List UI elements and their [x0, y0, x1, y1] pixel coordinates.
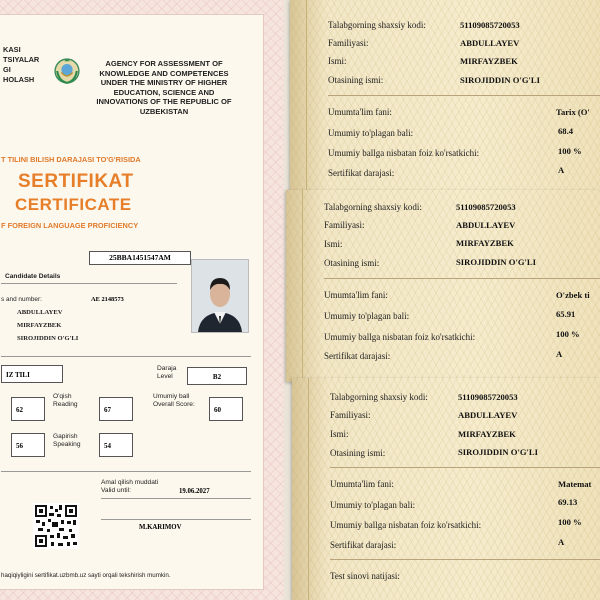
transcript-card-1 [290, 0, 600, 192]
surname-value: ABDULLAYEV [460, 38, 520, 48]
divider [328, 95, 600, 96]
surname-label: Familiyasi: [324, 220, 365, 230]
speaking-score-box: 54 [99, 433, 133, 457]
surname-value: ABDULLAYEV [456, 220, 516, 230]
test-results-label: Test sinovi natijasi: [330, 571, 400, 581]
language-field: IZ TILI [1, 365, 63, 383]
agency-name-uz [3, 45, 39, 85]
divider [324, 278, 600, 279]
certificate-document [0, 0, 284, 600]
validity-date: 19.06.2027 [179, 488, 210, 495]
level-label-uz: Daraja [157, 365, 177, 372]
certificate-level-value: A [558, 165, 565, 175]
candidate-surname: ABDULLAYEV [17, 309, 63, 316]
subject-value: Tarix (O' [556, 107, 590, 117]
total-score-label: Umumiy to'plagan bali: [328, 128, 414, 138]
overall-label-en: Overall Score: [153, 401, 195, 408]
agency-en-line: KNOWLEDGE AND COMPETENCES [99, 68, 229, 78]
reading-label [53, 393, 78, 409]
signer-name: M.KARIMOV [139, 524, 182, 531]
father-name-value: SIROJIDDIN O'G'LI [456, 257, 536, 267]
father-name-label: Otasining ismi: [330, 448, 386, 458]
divider [330, 559, 600, 560]
validity-label-en: Valid until: [101, 487, 131, 494]
certificate-level-value: A [558, 537, 565, 547]
agency-uz-line: HOLASH [3, 75, 35, 84]
subject-value: O'zbek ti [556, 290, 590, 300]
divider [1, 356, 251, 357]
agency-en-line: UZBEKISTAN [139, 106, 189, 116]
father-name-label: Otasining ismi: [324, 258, 380, 268]
total-score-value: 69.13 [558, 497, 578, 507]
certificate-level-label: Sertifikat darajasi: [328, 168, 395, 178]
passport-label: s and number: [1, 296, 42, 303]
subtitle-uz: T TILINI BILISH DARAJASI TO'G'RISIDA [1, 155, 141, 164]
certificate-number: 25BBA1451547AM [89, 251, 191, 265]
agency-en-line: UNDER THE MINISTRY OF HIGHER [100, 78, 228, 87]
total-score-value: 68.4 [558, 126, 574, 136]
qr-code-icon [33, 503, 79, 549]
personal-code-label: Talabgorning shaxsiy kodi: [324, 202, 422, 212]
personal-code-label: Talabgorning shaxsiy kodi: [328, 20, 426, 30]
verification-note: haqiqiyligini sertifikat.uzbmb.uz sayti orqali tekshirish mumkin. [1, 572, 171, 579]
divider [330, 467, 600, 468]
validity-label [101, 479, 158, 495]
father-name-value: SIROJIDDIN O'G'LI [458, 447, 538, 457]
overall-label [153, 393, 195, 409]
overall-label-uz: Umumiy ball [153, 393, 190, 400]
subject-label: Umumta'lim fani: [328, 107, 392, 117]
first-name-label: Ismi: [330, 429, 349, 439]
speaking-label-en: Speaking [53, 441, 81, 448]
candidate-details-heading: Candidate Details [5, 273, 61, 280]
personal-code-label: Talabgorning shaxsiy kodi: [330, 392, 428, 402]
transcript-card-2 [286, 190, 600, 382]
certificate-level-label: Sertifikat darajasi: [330, 540, 397, 550]
card-edge [302, 190, 303, 382]
divider [101, 498, 251, 499]
percentage-value: 100 % [558, 146, 582, 156]
agency-name-en [89, 59, 239, 116]
reading-label-en: Reading [53, 401, 78, 408]
candidate-first-name: MIRFAYZBEK [17, 322, 62, 329]
total-score-label: Umumiy to'plagan bali: [324, 311, 410, 321]
father-name-label: Otasining ismi: [328, 75, 384, 85]
percentage-value: 100 % [556, 329, 580, 339]
reading-score-box: 67 [99, 397, 133, 421]
level-label [157, 365, 176, 381]
percentage-label: Umumiy ballga nisbatan foiz ko'rsatkichi: [330, 520, 482, 530]
first-name-value: MIRFAYZBEK [460, 56, 518, 66]
subject-label: Umumta'lim fani: [324, 290, 388, 300]
card-edge [306, 0, 307, 192]
divider [1, 471, 251, 472]
title-sertifikat: SERTIFIKAT [18, 171, 134, 192]
passport-value: AE 2148573 [91, 296, 124, 303]
subject-value: Matemat [558, 479, 592, 489]
signature-line [101, 519, 251, 520]
divider [1, 283, 177, 284]
first-name-value: MIRFAYZBEK [458, 429, 516, 439]
certificate-level-label: Sertifikat darajasi: [324, 351, 391, 361]
level-label-en: Level [157, 373, 173, 380]
level-field: B2 [187, 367, 247, 385]
transcript-card-3 [292, 378, 600, 600]
first-name-label: Ismi: [324, 239, 343, 249]
agency-en-line: INNOVATIONS OF THE REPUBLIC OF [96, 97, 232, 106]
candidate-patronymic: SIROJIDDIN O'G'LI [17, 335, 79, 342]
reading-label-uz: O'qish [53, 393, 72, 400]
total-score-value: 65.91 [556, 309, 576, 319]
state-emblem-icon [53, 57, 81, 85]
agency-uz-line: TSIYALAR [3, 55, 40, 64]
portrait-image [192, 260, 248, 332]
candidate-photo [191, 259, 249, 333]
surname-label: Familiyasi: [328, 38, 369, 48]
qr-code-graphic [33, 503, 79, 549]
speaking-label [53, 433, 81, 449]
subject-label: Umumta'lim fani: [330, 479, 394, 489]
personal-code-value: 51109085720053 [456, 202, 516, 212]
speaking-label-uz: Gapirish [53, 433, 78, 440]
certificate-level-value: A [556, 349, 563, 359]
first-name-label: Ismi: [328, 56, 347, 66]
percentage-value: 100 % [558, 517, 582, 527]
title-certificate: CERTIFICATE [15, 195, 132, 214]
overall-score-box: 60 [209, 397, 243, 421]
total-score-label: Umumiy to'plagan bali: [330, 500, 416, 510]
agency-en-line: AGENCY FOR ASSESSMENT OF [105, 59, 223, 68]
surname-value: ABDULLAYEV [458, 410, 518, 420]
agency-uz-line: GI [3, 65, 11, 74]
percentage-label: Umumiy ballga nisbatan foiz ko'rsatkichi: [328, 148, 480, 158]
first-name-value: MIRFAYZBEK [456, 238, 514, 248]
father-name-value: SIROJIDDIN O'G'LI [460, 75, 540, 85]
agency-uz-line: KASI [3, 45, 21, 54]
subtitle-en: F FOREIGN LANGUAGE PROFICIENCY [1, 221, 139, 230]
validity-label-uz: Amal qilish muddati [101, 479, 159, 486]
certificate-page [0, 14, 264, 590]
surname-label: Familiyasi: [330, 410, 371, 420]
agency-en-line: EDUCATION, SCIENCE AND [113, 87, 215, 97]
percentage-label: Umumiy ballga nisbatan foiz ko'rsatkichi: [324, 332, 476, 342]
card-edge [308, 378, 309, 600]
personal-code-value: 51109085720053 [458, 392, 518, 402]
score-box: 62 [11, 397, 45, 421]
personal-code-value: 51109085720053 [460, 20, 520, 30]
score-box: 56 [11, 433, 45, 457]
